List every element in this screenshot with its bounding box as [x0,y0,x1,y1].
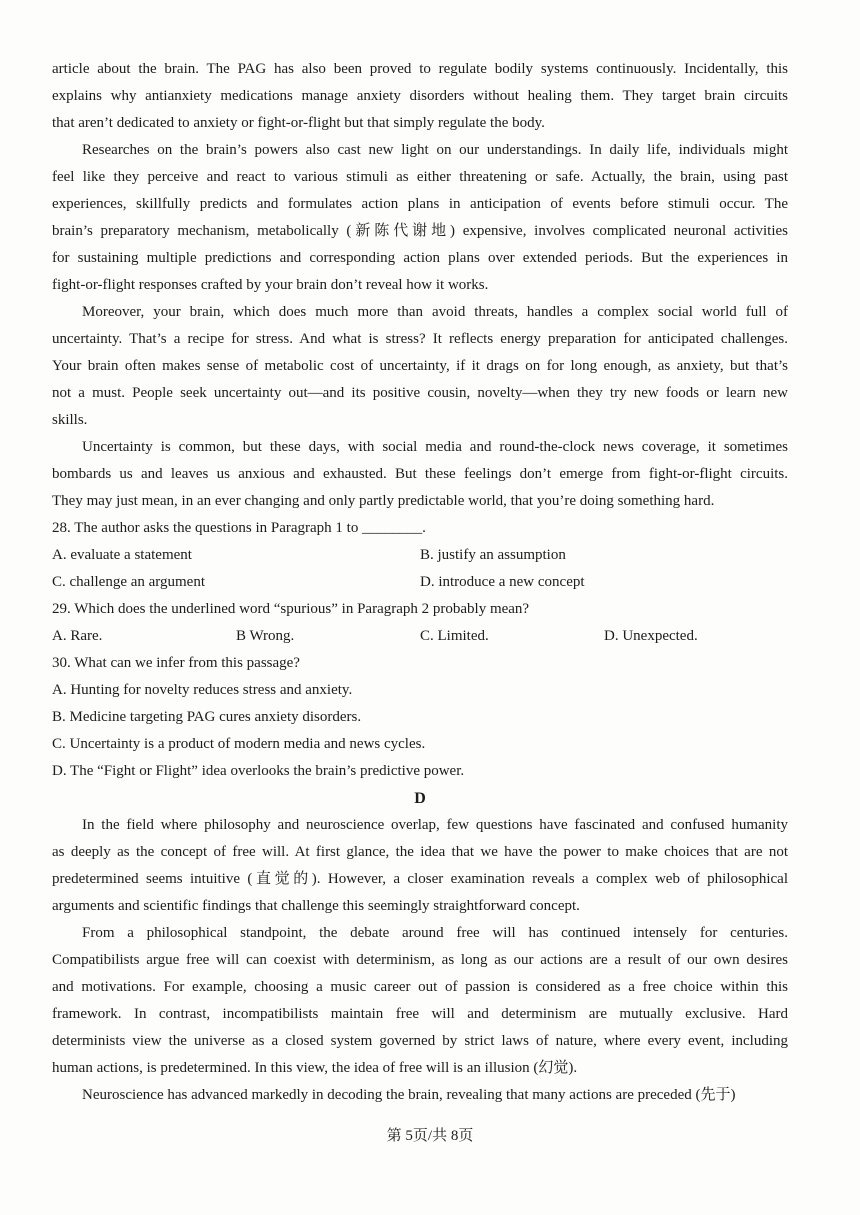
paragraph [52,434,788,515]
answer-option: B Wrong. [236,628,295,644]
text-line: They may just mean, in an ever changing and only partly predictable world, that you’re doing something hard. [52,493,715,509]
question [52,650,788,785]
page-footer: 第 5页/共 8页 [386,1128,474,1144]
answer-option: B. justify an assumption [420,547,566,563]
text-line: human actions, is predetermined. In this view, the idea of free will is an illusion (幻觉). [52,1060,578,1076]
option-row [52,569,788,596]
text-line: Neuroscience has advanced markedly in decoding the brain, revealing that many actions are preceded (先于) [82,1087,736,1103]
text-line: From a philosophical standpoint, the debate around free will has continued intensely for centuries. [82,925,788,941]
question [52,596,788,650]
answer-option: D. Unexpected. [604,628,698,644]
answer-option: D. introduce a new concept [420,574,585,590]
paragraph [52,920,788,1082]
text-line: In the field where philosophy and neuroscience overlap, few questions have fascinated and confused humanity [82,817,788,833]
text-line: Researches on the brain’s powers also cast new light on our understandings. In daily life, individuals might [82,142,788,158]
option-row [52,731,788,758]
text-line: determinists view the universe as a closed system governed by strict laws of nature, where every event, including [52,1033,788,1049]
text-line: uncertainty. That’s a recipe for stress. And what is stress? It reflects energy preparation for anticipated challenges. [52,331,788,347]
paragraph [52,812,788,920]
text-line: Moreover, your brain, which does much more than avoid threats, handles a complex social world full of [82,304,788,320]
text-line: brain’s preparatory mechanism, metabolically (新陈代谢地) expensive, involves complicated neuronal activities [52,223,788,239]
question-stem: 30. What can we infer from this passage? [52,655,300,671]
text-line: fight-or-flight responses crafted by your brain don’t reveal how it works. [52,277,489,293]
paragraph [52,56,788,137]
answer-option: C. challenge an argument [52,574,206,590]
text-line: experiences, skillfully predicts and formulates action plans in anticipation of events before stimuli occur. The [52,196,788,212]
text-line: as deeply as the concept of free will. At first glance, the idea that we have the power to make choices that are not [52,844,788,860]
passage-d [52,812,788,1109]
answer-option: C. Limited. [420,628,489,644]
text-line: explains why antianxiety medications manage anxiety disorders without healing them. They target brain circuits [52,88,788,104]
text-line: that aren’t dedicated to anxiety or fight-or-flight but that simply regulate the body. [52,115,545,131]
answer-option: A. Hunting for novelty reduces stress and anxiety. [52,682,353,698]
option-row [52,758,788,785]
option-row [52,542,788,569]
answer-option: A. Rare. [52,628,103,644]
question-stem: 29. Which does the underlined word “spurious” in Paragraph 2 probably mean? [52,601,530,617]
text-line: not a must. People seek uncertainty out—and its positive cousin, novelty—when they try new foods or learn new [52,385,788,401]
text-line: Your brain often makes sense of metabolic cost of uncertainty, if it drags on for long enough, as anxiety, but that’s [52,358,788,374]
text-line: article about the brain. The PAG has also been proved to regulate bodily systems continuously. Incidentally, this [52,61,788,77]
text-line: and motivations. For example, choosing a music career out of passion is considered as a free choice within this [52,979,788,995]
text-line: Compatibilists argue free will can coexist with determinism, as long as our actions are a result of our own desires [52,952,788,968]
question [52,515,788,596]
text-line: arguments and scientific findings that challenge this seemingly straightforward concept. [52,898,580,914]
question-list [52,515,788,785]
text-line: skills. [52,412,88,428]
paragraph [52,1082,788,1109]
option-row [52,704,788,731]
passage-c-continued [52,56,788,515]
text-line: Uncertainty is common, but these days, with social media and round-the-clock news coverage, it sometimes [82,439,788,455]
question-stem: 28. The author asks the questions in Paragraph 1 to ________. [52,520,426,536]
section-heading: D [414,790,426,807]
text-line: predetermined seems intuitive (直觉的). However, a closer examination reveals a complex web of philosophical [52,871,788,887]
text-line: for sustaining multiple predictions and corresponding action plans over extended periods. But the experiences in [52,250,788,266]
option-row [52,677,788,704]
option-row [52,623,788,650]
answer-option: A. evaluate a statement [52,547,192,563]
paragraph [52,299,788,434]
answer-option: C. Uncertainty is a product of modern media and news cycles. [52,736,426,752]
text-line: bombards us and leaves us anxious and exhausted. But these feelings don’t emerge from fight-or-flight circuits. [52,466,788,482]
text-line: feel like they perceive and react to various stimuli as either threatening or safe. Actually, the brain, using past [52,169,788,185]
answer-option: B. Medicine targeting PAG cures anxiety disorders. [52,709,362,725]
text-line: framework. In contrast, incompatibilists maintain free will and determinism are mutually exclusive. Hard [52,1006,788,1022]
page-content [52,56,788,1109]
answer-option: D. The “Fight or Flight” idea overlooks the brain’s predictive power. [52,763,465,779]
paragraph [52,137,788,299]
